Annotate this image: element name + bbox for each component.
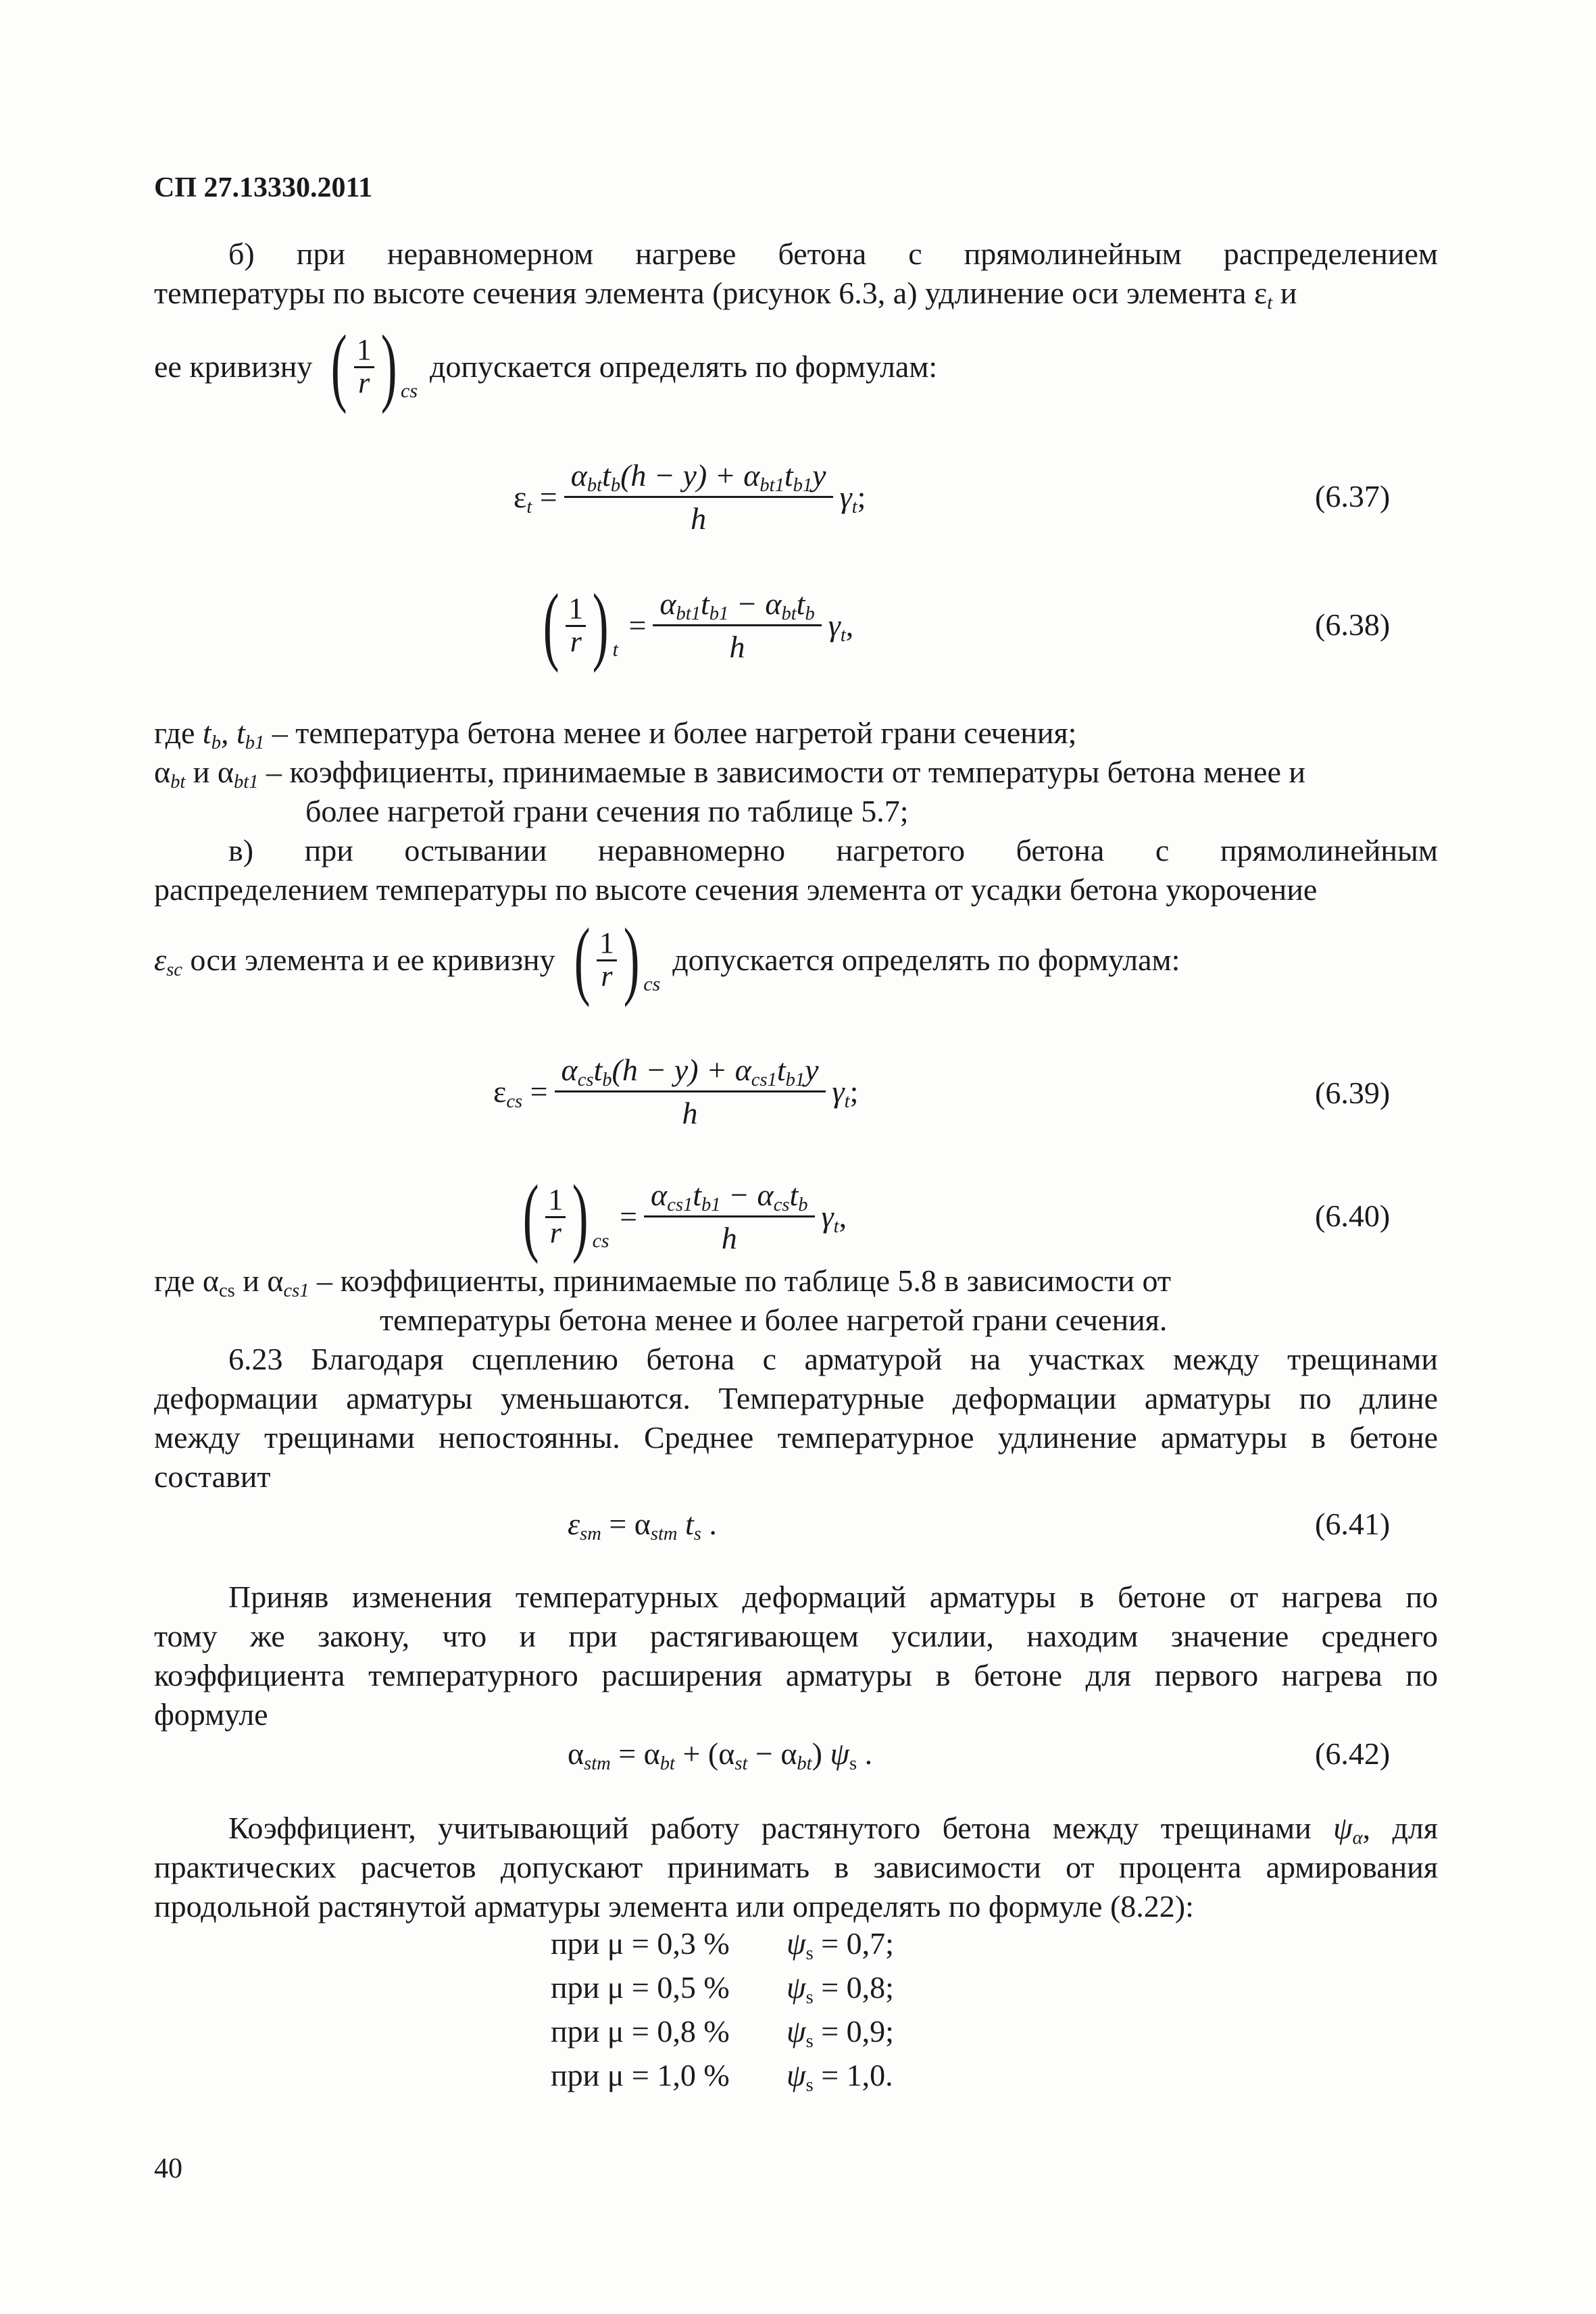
formula-6-38: ( 1 r ) t = $\frac{\alpha_{bt1}t_{b1} - \alpha_{bt}t_b}{h}$ $\gamma_t$ , — [543, 576, 854, 674]
equation-number-6-41: (6.41) — [1315, 1507, 1391, 1541]
psi-value-row-result: $\psi_s = 0,8$; — [787, 1970, 894, 2008]
equation-number-6-40: (6.40) — [1315, 1199, 1391, 1233]
para-6-23-line-4: составит — [154, 1459, 271, 1494]
para-6-23-line-1: 6.23 Благодаря сцеплению бетона с арматурой на участках между трещинами — [228, 1342, 1438, 1376]
item-b-line-2: температуры по высоте сечения элемента (рисунок 6.3, а) удлинение оси элемента $\varepsilon_t$ и — [154, 276, 1297, 313]
psi-value-row: при μ = 0,3 % — [551, 1926, 730, 1961]
item-c-line-2: распределением температуры по высоте сечения элемента от усадки бетона укорочение — [154, 872, 1318, 907]
item-b-line-1: б) при неравномерном нагреве бетона с прямолинейным распределением — [228, 236, 1438, 271]
where-2-line-2: температуры бетона менее и более нагретой грани сечения. — [380, 1303, 1168, 1337]
para-6-23-line-3: между трещинами непостоянны. Среднее температурное удлинение арматуры в бетоне — [154, 1420, 1438, 1455]
psi-value-row: при μ = 1,0 % — [551, 2058, 730, 2092]
formula-6-37: $\varepsilon_t$ = $\frac{\alpha_{bt}t_b(h - y) + \alpha_{bt1}t_{b1}y}{h}$ $\gamma_t$ ; — [514, 457, 866, 536]
formula-6-40: ( 1 r ) cs = $\frac{\alpha_{cs1}t_{b1} - \alpha_{cs}t_b}{h}$ $\gamma_t$ , — [522, 1167, 847, 1265]
page-number: 40 — [154, 2153, 182, 2184]
psi-value-row-result: $\psi_s = 0,7$; — [787, 1926, 894, 1964]
equation-number-6-42: (6.42) — [1315, 1736, 1391, 1771]
para-accept-line-2: тому же закону, что и при растягивающем усилии, находим значение среднего — [154, 1619, 1438, 1653]
curvature-cs-symbol-2: ( 1 r ) cs — [574, 911, 661, 1008]
psi-value-row-result: $\psi_s = 0,9$; — [787, 2014, 894, 2052]
item-c-line-3: $\varepsilon_{sc}$ оси элемента и ее кривизну ( 1 r ) cs допускается определять по формулам: — [154, 911, 1180, 1008]
para-accept-line-4: формуле — [154, 1697, 268, 1732]
para-accept-line-3: коэффициента температурного расширения арматуры в бетоне для первого нагрева по — [154, 1658, 1438, 1692]
para-accept-line-1: Приняв изменения температурных деформаций арматуры в бетоне от нагрева по — [228, 1580, 1438, 1614]
para-6-23-line-2: деформации арматуры уменьшаются. Температурные деформации арматуры по длине — [154, 1381, 1438, 1415]
equation-number-6-37: (6.37) — [1315, 479, 1391, 513]
formula-6-39: $\varepsilon_{cs}$ = $\frac{\alpha_{cs}t_b(h - y) + \alpha_{cs1}t_{b1}y}{h}$ $\gamma_t$ ; — [493, 1052, 859, 1130]
psi-value-row: при μ = 0,5 % — [551, 1970, 730, 2005]
formula-6-41: $\varepsilon_{sm} = \alpha_{stm}$ $t_s$ . — [568, 1507, 717, 1544]
where-1-line-2: $\alpha_{bt}$ и $\alpha_{bt1}$ – коэффициенты, принимаемые в зависимости от температуры бетона менее и — [154, 755, 1305, 793]
curvature-cs-symbol: ( 1 r ) cs — [331, 318, 418, 415]
psi-value-row: при μ = 0,8 % — [551, 2014, 730, 2048]
para-coef-line-3: продольной растянутой арматуры элемента или определять по формуле (8.22): — [154, 1889, 1194, 1923]
psi-value-row-result: $\psi_s = 1,0$. — [787, 2058, 893, 2096]
para-coef-line-1: Коэффициент, учитывающий работу растянутого бетона между трещинами $\psi_\alpha$, для — [228, 1811, 1438, 1848]
para-coef-line-2: практических расчетов допускают принимать в зависимости от процента армирования — [154, 1850, 1438, 1884]
formula-6-42: $\alpha_{stm} = \alpha_{bt} + (\alpha_{st} - \alpha_{bt})$ $\psi_s$ . — [568, 1736, 873, 1774]
where-2-line-1: где $\alpha_{cs}$ и $\alpha_{cs1}$ – коэффициенты, принимаемые по таблице 5.8 в зависимости от — [154, 1263, 1171, 1301]
equation-number-6-38: (6.38) — [1315, 607, 1391, 642]
equation-number-6-39: (6.39) — [1315, 1076, 1391, 1110]
document-header: СП 27.13330.2011 — [154, 172, 373, 203]
item-b-line-3: ее кривизну ( 1 r ) cs допускается определять по формулам: — [154, 318, 938, 415]
where-1-line-1: где $t_b$, $t_{b1}$ – температура бетона менее и более нагретой грани сечения; — [154, 715, 1077, 753]
where-1-line-3: более нагретой грани сечения по таблице 5.7; — [305, 794, 909, 828]
item-c-line-1: в) при остывании неравномерно нагретого бетона с прямолинейным — [228, 833, 1438, 867]
